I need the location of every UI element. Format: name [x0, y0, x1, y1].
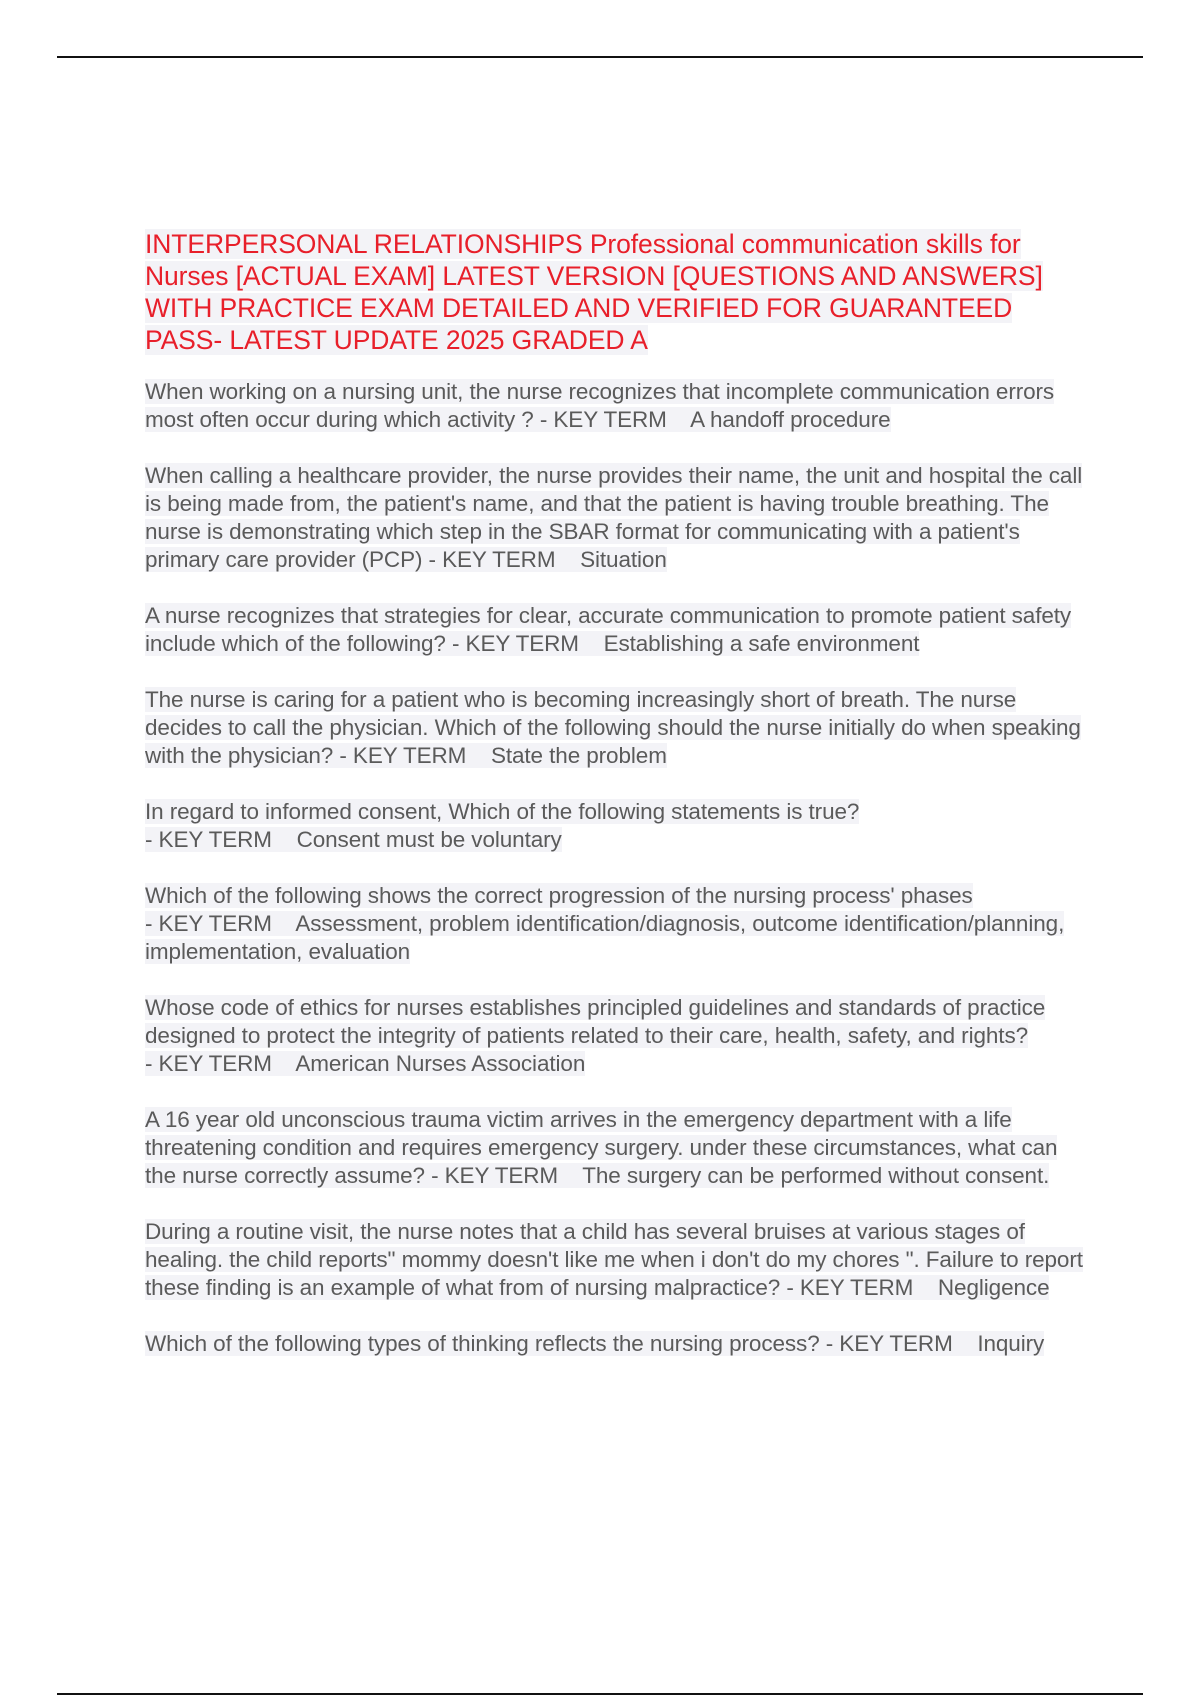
- key-term-label: - KEY TERM: [339, 743, 467, 768]
- question: When working on a nursing unit, the nurse recognizes that incomplete communication errors most often occur during which activity ?: [145, 379, 1055, 432]
- key-term-label: - KEY TERM: [145, 827, 272, 852]
- answer: Situation: [580, 547, 667, 572]
- qa-item: [145, 798, 1090, 854]
- qa-item: [145, 462, 1090, 574]
- document-title-text: INTERPERSONAL RELATIONSHIPS Professional communication skills for Nurses [ACTUAL EXAM] LATEST VERSION [QUESTIONS AND ANSWERS] WITH PRACTICE EXAM DETAILED AND VERIFIED FOR GUARANTEED PASS- LATEST UPDATE 2025 GRADED A: [145, 229, 1043, 355]
- key-term-label: - KEY TERM: [825, 1331, 953, 1356]
- key-term-label: - KEY TERM: [452, 631, 579, 656]
- answer: A handoff procedure: [690, 407, 891, 432]
- qa-item: [145, 882, 1090, 966]
- qa-item: [145, 686, 1090, 770]
- answer: Assessment, problem identification/diagnosis, outcome identification/planning, implementation, evaluation: [145, 911, 1065, 964]
- question: A 16 year old unconscious trauma victim arrives in the emergency department with a life threatening condition and requires emergency surgery. under these circumstances, what can the nurse correctly assume?: [145, 1107, 1058, 1188]
- qa-item: [145, 602, 1090, 658]
- key-term-label: - KEY TERM: [428, 547, 556, 572]
- top-rule: [57, 56, 1143, 58]
- answer: Negligence: [937, 1275, 1050, 1300]
- answer: Establishing a safe environment: [603, 631, 920, 656]
- answer: Consent must be voluntary: [296, 827, 562, 852]
- question: During a routine visit, the nurse notes that a child has several bruises at various stages of healing. the child reports" mommy doesn't like me when i don't do my chores ". Failure to report these finding is an example of what from of nursing malpractice?: [145, 1219, 1083, 1300]
- qa-item: [145, 1106, 1090, 1190]
- question: Which of the following types of thinking reflects the nursing process?: [145, 1331, 820, 1356]
- qa-item: [145, 994, 1090, 1078]
- answer: American Nurses Association: [295, 1051, 586, 1076]
- qa-item: [145, 378, 1090, 434]
- key-term-label: - KEY TERM: [786, 1275, 914, 1300]
- question: Whose code of ethics for nurses establishes principled guidelines and standards of practice designed to protect the integrity of patients related to their care, health, safety, and rights?: [145, 995, 1046, 1048]
- key-term-label: - KEY TERM: [145, 1051, 272, 1076]
- question: A nurse recognizes that strategies for clear, accurate communication to promote patient safety include which of the following?: [145, 603, 1072, 656]
- key-term-label: - KEY TERM: [431, 1163, 559, 1188]
- question: In regard to informed consent, Which of the following statements is true?: [145, 799, 860, 824]
- document-body: [145, 228, 1090, 1386]
- question: Which of the following shows the correct progression of the nursing process' phases: [145, 883, 973, 908]
- answer: Inquiry: [977, 1331, 1045, 1356]
- key-term-label: - KEY TERM: [539, 407, 667, 432]
- bottom-rule: [57, 1693, 1143, 1695]
- answer: State the problem: [490, 743, 667, 768]
- answer: The surgery can be performed without consent.: [582, 1163, 1050, 1188]
- document-title: [145, 228, 1090, 356]
- question: When calling a healthcare provider, the nurse provides their name, the unit and hospital the call is being made from, the patient's name, and that the patient is having trouble breathing. The nurse is demonstrating which step in the SBAR format for communicating with a patient's primary care provider (PCP): [145, 463, 1083, 572]
- key-term-label: - KEY TERM: [145, 911, 272, 936]
- question: The nurse is caring for a patient who is becoming increasingly short of breath. The nurse decides to call the physician. Which of the following should the nurse initially do when speaking with the physician?: [145, 687, 1081, 768]
- qa-item: [145, 1330, 1090, 1358]
- qa-item: [145, 1218, 1090, 1302]
